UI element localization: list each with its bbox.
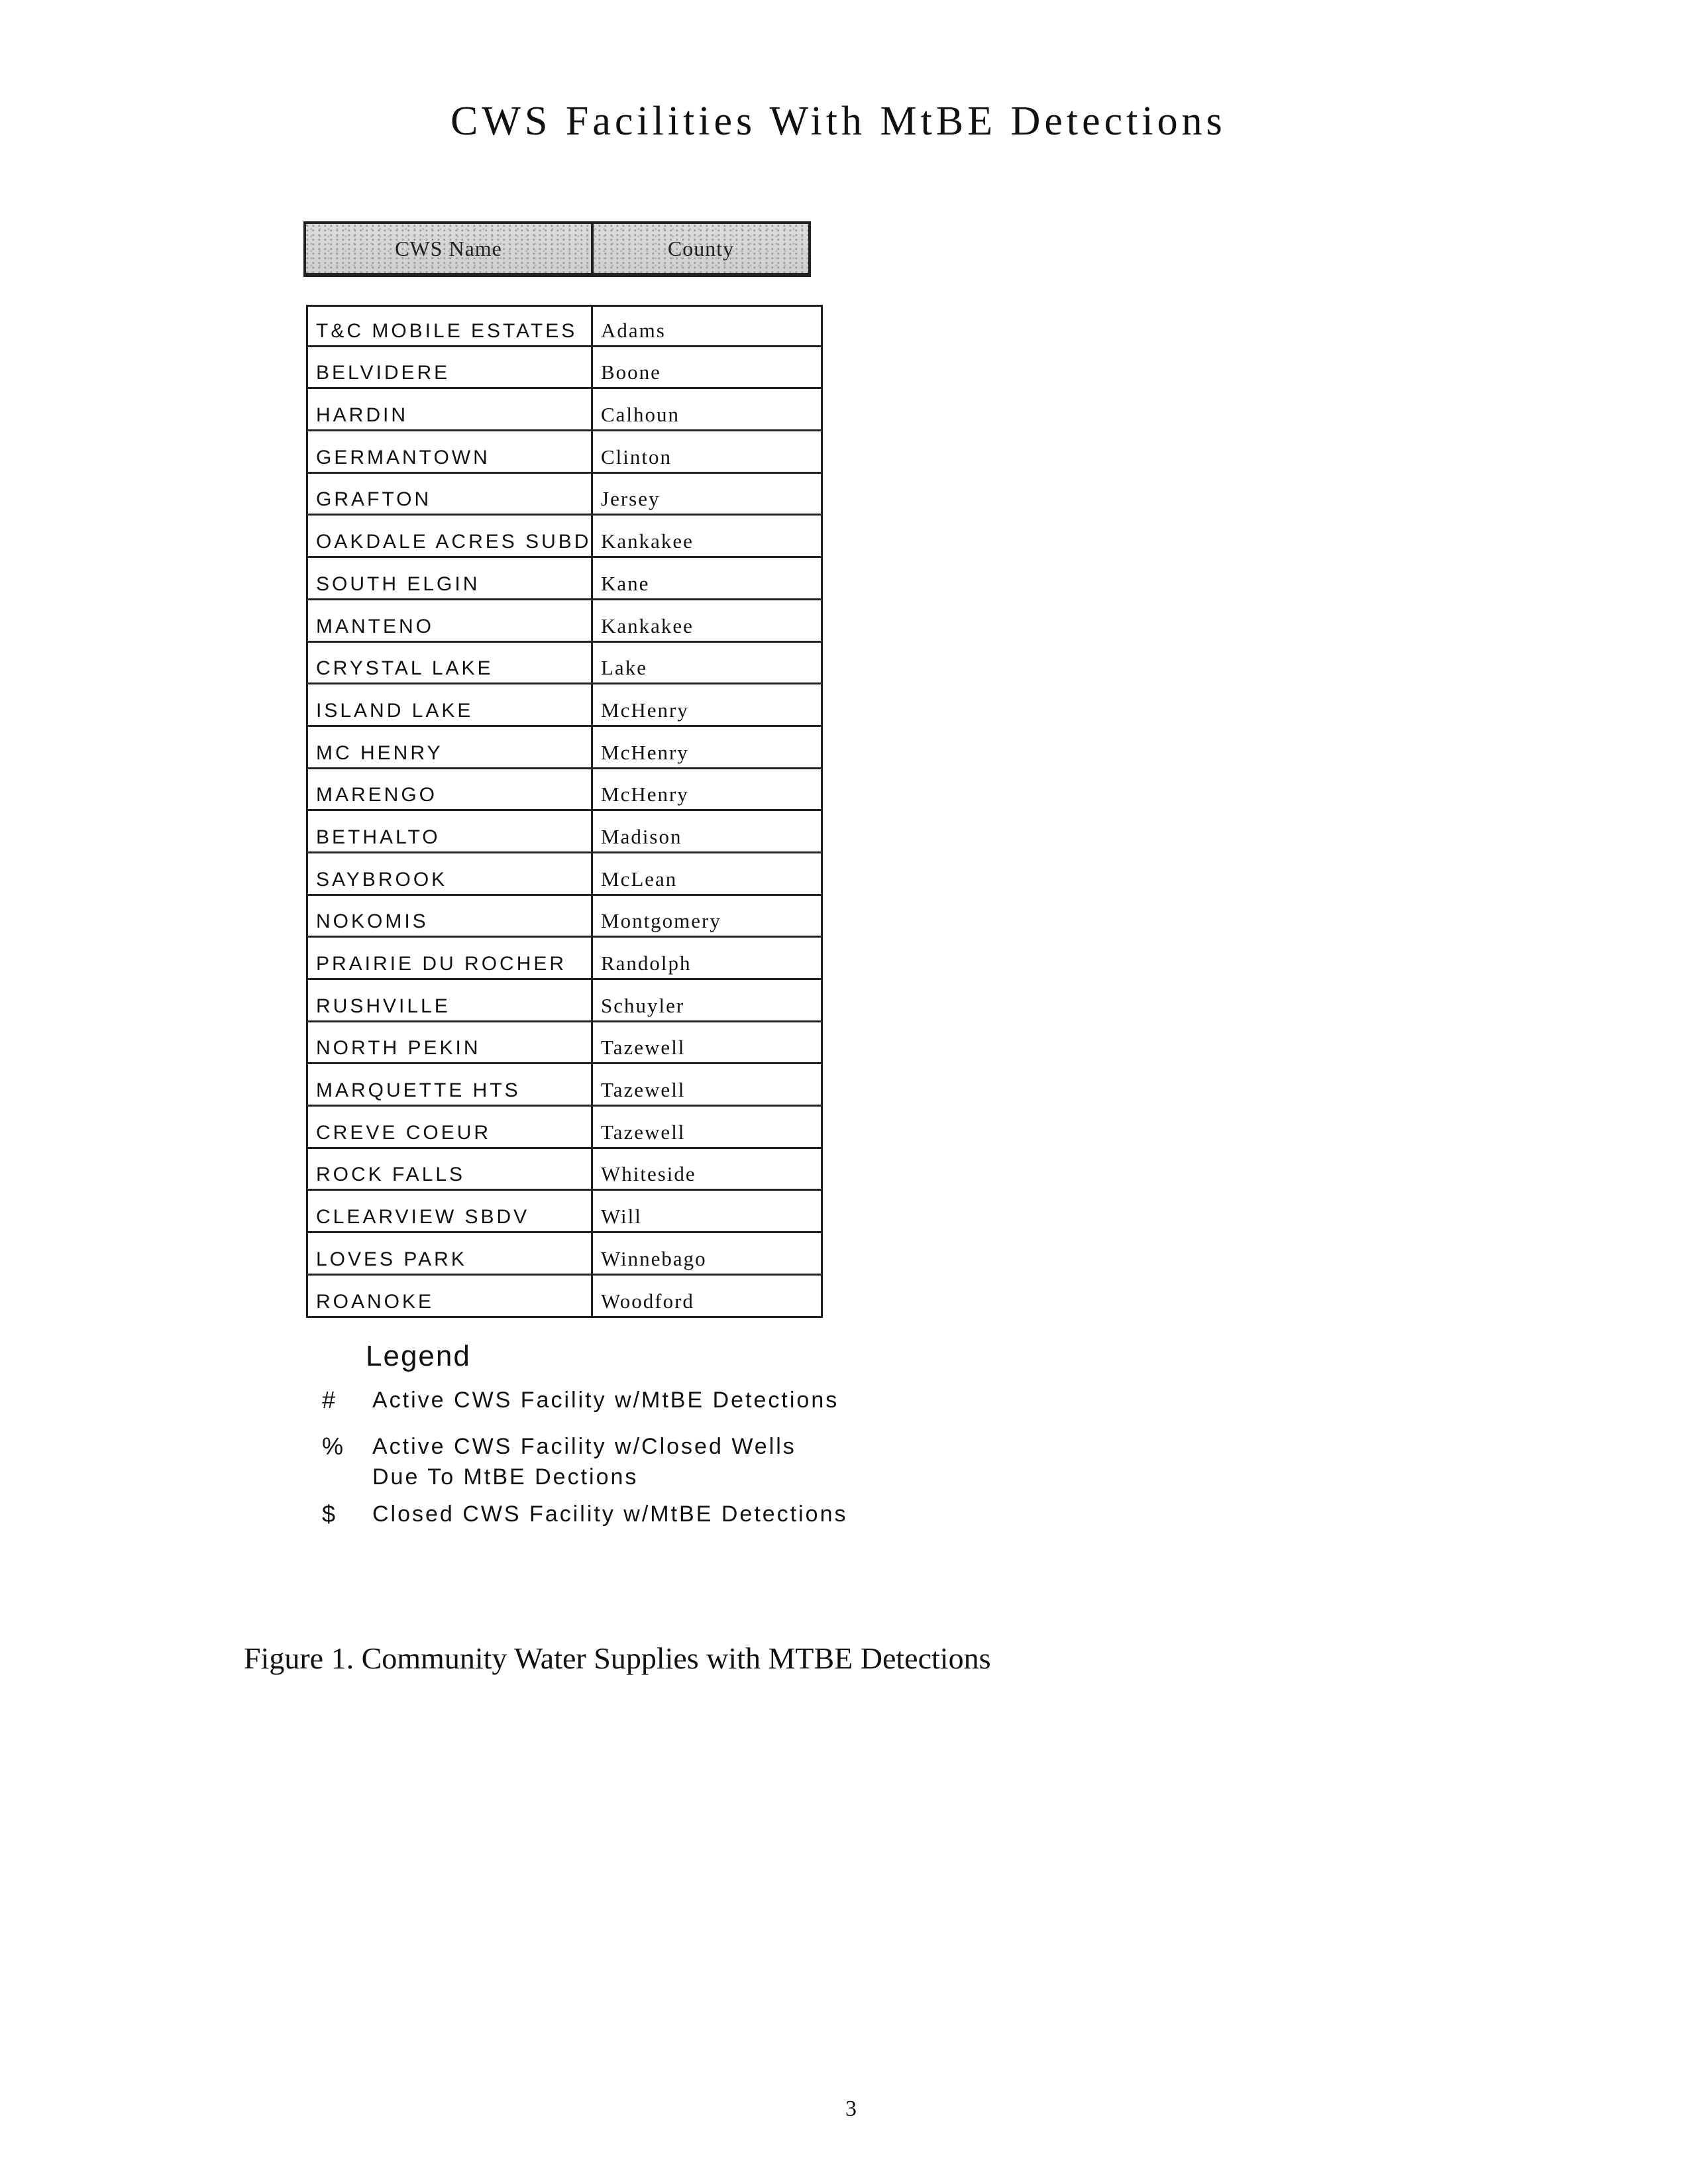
- facilities-table: [306, 305, 823, 1318]
- table-row: [306, 1191, 823, 1233]
- county-cell: McHenry: [601, 783, 689, 806]
- table-row: [306, 853, 823, 896]
- table-row: [306, 1233, 823, 1276]
- cws-name-cell: RUSHVILLE: [308, 980, 593, 1020]
- cws-name-cell: LOVES PARK: [308, 1233, 593, 1274]
- cws-name-cell: SAYBROOK: [308, 853, 593, 894]
- county-cell: Randolph: [601, 952, 692, 975]
- legend-symbol: $: [322, 1500, 338, 1527]
- table-row: [306, 684, 823, 727]
- county-cell: Winnebago: [601, 1246, 707, 1270]
- cws-name-cell: MARENGO: [308, 769, 593, 810]
- table-row: [306, 1022, 823, 1065]
- legend-item-active: [322, 1385, 839, 1415]
- county-cell: Schuyler: [601, 993, 685, 1017]
- table-row: [306, 1149, 823, 1191]
- column-header-cws-name: CWS Name: [306, 224, 594, 273]
- cws-name-cell: BETHALTO: [308, 811, 593, 851]
- page-number: 3: [845, 2097, 857, 2121]
- table-row: [306, 305, 823, 347]
- county-cell: Woodford: [601, 1289, 694, 1313]
- legend-text: Active CWS Facility w/MtBE Detections: [372, 1388, 839, 1413]
- county-cell: Jersey: [601, 487, 661, 511]
- legend-item-closed-wells: [322, 1431, 796, 1492]
- county-cell: Kankakee: [601, 614, 694, 637]
- cws-name-cell: BELVIDERE: [308, 347, 593, 388]
- table-row: [306, 558, 823, 600]
- cws-name-cell: NOKOMIS: [308, 896, 593, 936]
- table-header: [303, 221, 811, 277]
- legend-symbol: %: [322, 1433, 346, 1460]
- cws-name-cell: MARQUETTE HTS: [308, 1064, 593, 1105]
- cws-name-cell: CREVE COEUR: [308, 1107, 593, 1147]
- legend-title: Legend: [366, 1340, 471, 1372]
- column-header-county: County: [667, 236, 735, 260]
- cws-name-cell: GRAFTON: [308, 474, 593, 514]
- cws-name-cell: GERMANTOWN: [308, 431, 593, 472]
- cws-name-cell: PRAIRIE DU ROCHER: [308, 938, 593, 978]
- page-title: CWS Facilities With MtBE Detections: [450, 99, 1226, 144]
- county-cell: McHenry: [601, 698, 689, 722]
- legend-text: Closed CWS Facility w/MtBE Detections: [372, 1502, 848, 1527]
- table-row: [306, 516, 823, 558]
- legend-symbol: #: [322, 1386, 338, 1413]
- cws-name-cell: OAKDALE ACRES SUBD: [308, 516, 593, 556]
- cws-name-cell: ROANOKE: [308, 1276, 593, 1316]
- legend-text: Active CWS Facility w/Closed Wells Due To MtBE Dections: [372, 1434, 796, 1490]
- county-cell: Calhoun: [601, 403, 680, 427]
- county-cell: Tazewell: [601, 1036, 686, 1060]
- county-cell: Will: [601, 1205, 642, 1228]
- county-cell: Whiteside: [601, 1162, 696, 1186]
- county-cell: Adams: [601, 318, 666, 342]
- county-cell: Tazewell: [601, 1120, 686, 1144]
- county-cell: McHenry: [601, 740, 689, 764]
- table-row: [306, 938, 823, 980]
- county-cell: Tazewell: [601, 1078, 686, 1102]
- table-row: [306, 980, 823, 1022]
- cws-name-cell: T&C MOBILE ESTATES: [308, 307, 593, 345]
- table-row: [306, 727, 823, 769]
- table-row: [306, 431, 823, 474]
- cws-name-cell: ISLAND LAKE: [308, 684, 593, 725]
- county-cell: Clinton: [601, 445, 672, 468]
- table-row: [306, 811, 823, 853]
- figure-caption: Figure 1. Community Water Supplies with MTBE Detections: [244, 1641, 991, 1675]
- cws-name-cell: MANTENO: [308, 600, 593, 641]
- table-row: [306, 1276, 823, 1318]
- cws-name-cell: CLEARVIEW SBDV: [308, 1191, 593, 1231]
- table-row: [306, 1064, 823, 1107]
- table-row: [306, 1107, 823, 1149]
- table-row: [306, 643, 823, 685]
- cws-name-cell: MC HENRY: [308, 727, 593, 767]
- cws-name-cell: NORTH PEKIN: [308, 1022, 593, 1063]
- cws-name-cell: ROCK FALLS: [308, 1149, 593, 1189]
- cws-name-cell: HARDIN: [308, 389, 593, 429]
- county-cell: Madison: [601, 824, 682, 848]
- cws-name-cell: CRYSTAL LAKE: [308, 643, 593, 683]
- table-row: [306, 769, 823, 812]
- table-row: [306, 347, 823, 390]
- legend-item-closed-facility: [322, 1499, 848, 1529]
- county-cell: Boone: [601, 360, 661, 384]
- county-cell: Kankakee: [601, 529, 694, 553]
- cws-name-cell: SOUTH ELGIN: [308, 558, 593, 598]
- county-cell: McLean: [601, 867, 678, 891]
- table-row: [306, 389, 823, 431]
- table-row: [306, 474, 823, 516]
- table-row: [306, 600, 823, 643]
- county-cell: Montgomery: [601, 909, 721, 933]
- county-cell: Lake: [601, 656, 647, 680]
- county-cell: Kane: [601, 571, 650, 595]
- table-row: [306, 896, 823, 938]
